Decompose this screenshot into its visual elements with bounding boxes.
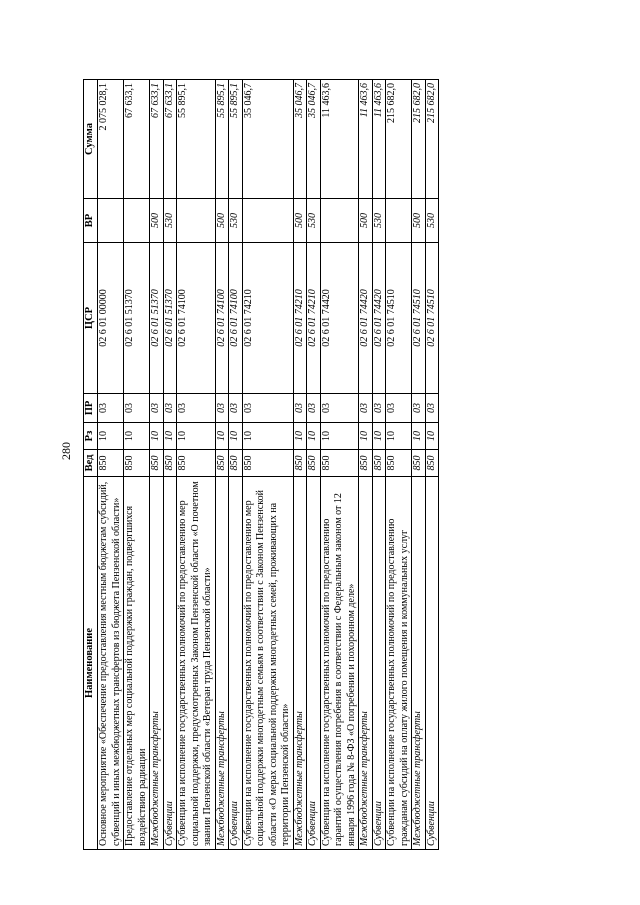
cell-csr: 02 6 01 74100 xyxy=(215,243,229,394)
cell-name: Субвенции xyxy=(372,477,386,850)
header-sum: Сумма xyxy=(84,80,98,199)
cell-vr: 530 xyxy=(163,199,177,243)
table-row xyxy=(425,80,439,850)
cell-sum: 67 633,1 xyxy=(163,80,177,199)
table-row xyxy=(150,80,164,850)
cell-ved: 850 xyxy=(98,450,124,477)
cell-rz: 10 xyxy=(412,423,426,450)
cell-vr xyxy=(124,199,150,243)
cell-name: Межбюджетные трансферты xyxy=(150,477,164,850)
cell-vr xyxy=(177,199,216,243)
table-row xyxy=(163,80,177,850)
header-ved: Вед xyxy=(84,450,98,477)
cell-pr: 03 xyxy=(320,394,359,423)
cell-rz: 10 xyxy=(98,423,124,450)
cell-csr: 02 6 01 00000 xyxy=(98,243,124,394)
cell-pr: 03 xyxy=(163,394,177,423)
cell-ved: 850 xyxy=(320,450,359,477)
cell-csr: 02 6 01 51370 xyxy=(150,243,164,394)
cell-rz: 10 xyxy=(242,423,293,450)
cell-sum: 2 075 028,1 xyxy=(98,80,124,199)
table-row xyxy=(307,80,321,850)
cell-name: Предоставление отдельных мер социальной поддержки граждан, подвергшихся воздействию радиации xyxy=(124,477,150,850)
cell-sum: 35 046,7 xyxy=(293,80,307,199)
cell-pr: 03 xyxy=(124,394,150,423)
table-header-row xyxy=(84,80,98,850)
table-row xyxy=(242,80,293,850)
cell-vr: 530 xyxy=(229,199,243,243)
table-row xyxy=(386,80,412,850)
cell-csr: 02 6 01 74100 xyxy=(177,243,216,394)
cell-rz: 10 xyxy=(229,423,243,450)
cell-sum: 11 463,6 xyxy=(359,80,373,199)
table-row xyxy=(359,80,373,850)
cell-rz: 10 xyxy=(177,423,216,450)
cell-rz: 10 xyxy=(372,423,386,450)
budget-table-container xyxy=(83,80,563,850)
table-row xyxy=(412,80,426,850)
cell-pr: 03 xyxy=(229,394,243,423)
cell-vr xyxy=(98,199,124,243)
cell-rz: 10 xyxy=(163,423,177,450)
cell-rz: 10 xyxy=(425,423,439,450)
header-csr: ЦСР xyxy=(84,243,98,394)
table-row xyxy=(293,80,307,850)
cell-ved: 850 xyxy=(425,450,439,477)
cell-sum: 215 682,0 xyxy=(425,80,439,199)
cell-csr: 02 6 01 51370 xyxy=(124,243,150,394)
cell-pr: 03 xyxy=(150,394,164,423)
cell-csr: 02 6 01 74210 xyxy=(293,243,307,394)
cell-vr: 500 xyxy=(359,199,373,243)
cell-sum: 215 682,0 xyxy=(412,80,426,199)
cell-sum: 67 633,1 xyxy=(150,80,164,199)
cell-rz: 10 xyxy=(215,423,229,450)
cell-name: Субвенции на исполнение государственных полномочий по предоставлению мер социальной поддержки многодетным семьям в соответствии с Законом Пензенской области «О мерах социальной поддержки многодетных семей, проживающих на территории Пензенской области» xyxy=(242,477,293,850)
cell-rz: 10 xyxy=(124,423,150,450)
table-row xyxy=(229,80,243,850)
cell-pr: 03 xyxy=(359,394,373,423)
cell-sum: 55 895,1 xyxy=(177,80,216,199)
header-name: Наименование xyxy=(84,477,98,850)
cell-pr: 03 xyxy=(177,394,216,423)
cell-rz: 10 xyxy=(359,423,373,450)
cell-pr: 03 xyxy=(98,394,124,423)
cell-vr xyxy=(242,199,293,243)
cell-pr: 03 xyxy=(412,394,426,423)
cell-vr xyxy=(320,199,359,243)
cell-vr xyxy=(386,199,412,243)
cell-name: Межбюджетные трансферты xyxy=(293,477,307,850)
cell-vr: 500 xyxy=(293,199,307,243)
cell-sum: 11 463,6 xyxy=(372,80,386,199)
page-number: 280 xyxy=(59,442,73,460)
cell-name: Субвенции на исполнение государственных полномочий по предоставлению гарантий осуществления погребения в соответствии с Федеральным законом от 12 января 1996 года № 8-ФЗ «О погребении и похоронном деле» xyxy=(320,477,359,850)
cell-vr: 530 xyxy=(425,199,439,243)
cell-name: Межбюджетные трансферты xyxy=(215,477,229,850)
table-row xyxy=(372,80,386,850)
cell-ved: 850 xyxy=(177,450,216,477)
cell-name: Субвенции xyxy=(307,477,321,850)
header-rz: Рз xyxy=(84,423,98,450)
cell-name: Межбюджетные трансферты xyxy=(359,477,373,850)
cell-ved: 850 xyxy=(163,450,177,477)
cell-vr: 530 xyxy=(372,199,386,243)
cell-sum: 67 633,1 xyxy=(124,80,150,199)
table-row xyxy=(215,80,229,850)
cell-name: Субвенции xyxy=(229,477,243,850)
cell-vr: 500 xyxy=(215,199,229,243)
cell-rz: 10 xyxy=(386,423,412,450)
cell-vr: 500 xyxy=(412,199,426,243)
cell-sum: 215 682,0 xyxy=(386,80,412,199)
cell-csr: 02 6 01 74420 xyxy=(359,243,373,394)
table-row xyxy=(98,80,124,850)
cell-ved: 850 xyxy=(293,450,307,477)
cell-ved: 850 xyxy=(150,450,164,477)
cell-csr: 02 6 01 51370 xyxy=(163,243,177,394)
cell-pr: 03 xyxy=(293,394,307,423)
budget-table xyxy=(83,79,439,850)
cell-name: Субвенции на исполнение государственных полномочий по предоставлению мер социальной поддержки, предусмотренных Законом Пензенской области «О почетном звании Пензенской области «Ветеран труда Пензенской области» xyxy=(177,477,216,850)
cell-vr: 500 xyxy=(150,199,164,243)
cell-vr: 530 xyxy=(307,199,321,243)
table-row xyxy=(124,80,150,850)
cell-csr: 02 6 01 74210 xyxy=(242,243,293,394)
cell-name: Субвенции xyxy=(163,477,177,850)
cell-ved: 850 xyxy=(412,450,426,477)
cell-rz: 10 xyxy=(150,423,164,450)
cell-sum: 55 895,1 xyxy=(229,80,243,199)
cell-pr: 03 xyxy=(215,394,229,423)
cell-pr: 03 xyxy=(372,394,386,423)
header-pr: ПР xyxy=(84,394,98,423)
cell-ved: 850 xyxy=(242,450,293,477)
cell-ved: 850 xyxy=(359,450,373,477)
cell-ved: 850 xyxy=(307,450,321,477)
cell-name: Основное мероприятие «Обеспечение предоставления местным бюджетам субсидий, субвенций и иных межбюджетных трансфертов из бюджета Пензенской области» xyxy=(98,477,124,850)
cell-sum: 35 046,7 xyxy=(242,80,293,199)
cell-rz: 10 xyxy=(293,423,307,450)
cell-name: Субвенции на исполнение государственных полномочий по предоставлению гражданам субсидий на оплату жилого помещения и коммунальных услуг xyxy=(386,477,412,850)
table-row xyxy=(320,80,359,850)
cell-csr: 02 6 01 74420 xyxy=(320,243,359,394)
cell-csr: 02 6 01 74100 xyxy=(229,243,243,394)
cell-sum: 55 895,1 xyxy=(215,80,229,199)
cell-ved: 850 xyxy=(229,450,243,477)
cell-ved: 850 xyxy=(124,450,150,477)
cell-sum: 11 463,6 xyxy=(320,80,359,199)
cell-pr: 03 xyxy=(425,394,439,423)
table-row xyxy=(177,80,216,850)
cell-pr: 03 xyxy=(307,394,321,423)
cell-pr: 03 xyxy=(386,394,412,423)
cell-name: Межбюджетные трансферты xyxy=(412,477,426,850)
cell-csr: 02 6 01 74510 xyxy=(425,243,439,394)
cell-ved: 850 xyxy=(372,450,386,477)
cell-csr: 02 6 01 74510 xyxy=(412,243,426,394)
cell-csr: 02 6 01 74510 xyxy=(386,243,412,394)
header-vr: ВР xyxy=(84,199,98,243)
cell-pr: 03 xyxy=(242,394,293,423)
cell-rz: 10 xyxy=(307,423,321,450)
cell-name: Субвенции xyxy=(425,477,439,850)
cell-rz: 10 xyxy=(320,423,359,450)
cell-ved: 850 xyxy=(215,450,229,477)
cell-csr: 02 6 01 74420 xyxy=(372,243,386,394)
cell-csr: 02 6 01 74210 xyxy=(307,243,321,394)
cell-sum: 35 046,7 xyxy=(307,80,321,199)
cell-ved: 850 xyxy=(386,450,412,477)
